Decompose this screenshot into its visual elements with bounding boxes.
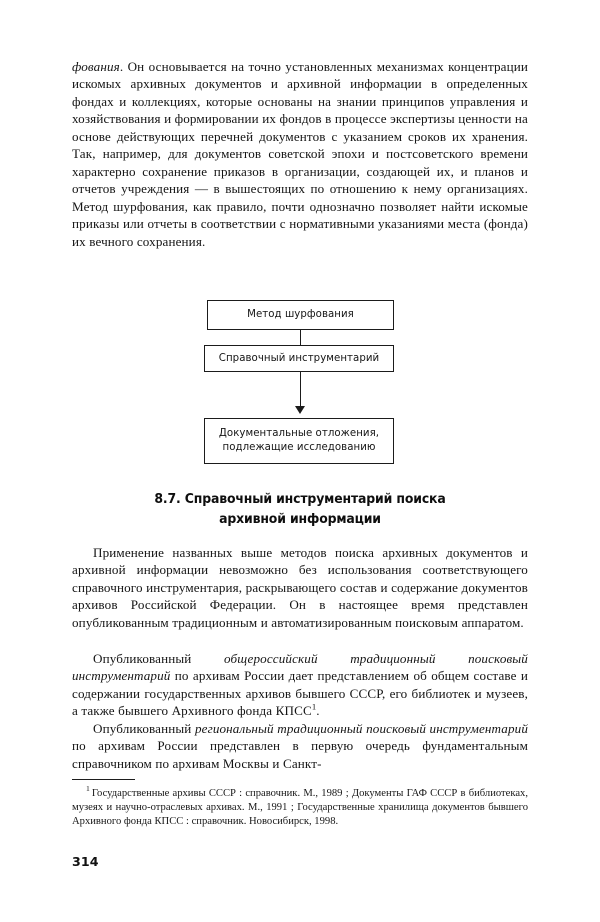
arrow-down-icon — [295, 406, 305, 414]
section-heading-line1: 8.7. Справочный инструментарий поиска — [154, 492, 446, 508]
flowchart-box-document-deposits — [204, 418, 394, 464]
footnote-entry — [72, 784, 528, 829]
flowchart-box-label: Справочный инструментарий — [218, 352, 380, 364]
paragraph-tail: . — [316, 703, 320, 719]
footnote-reference-marker[interactable]: 1 — [311, 702, 317, 712]
flowchart-box-reference-tools — [204, 345, 394, 372]
italic-term-regional: региональный традиционный поисковый инструментарий — [194, 721, 528, 736]
footnote-separator-rule — [72, 779, 135, 780]
page-number: 314 — [72, 854, 99, 869]
paragraph-after-italic: по архивам России представлен в первую очередь фундаментальным справочником по архивам Москвы и Санкт- — [72, 738, 528, 771]
paragraph-after-italic: по архивам России дает представлением об общем составе и содержании государственных архивов бывшего СССР, его библиотек и музеев, а также бывшего Архивного фонда КПСС — [72, 668, 528, 719]
footnote-number: 1 — [86, 784, 90, 794]
paragraph-application — [72, 544, 528, 631]
paragraph-text: Применение названных выше методов поиска архивных документов и архивной информации невозможно без использования соответствующего справочного инструментария, раскрывающего состав и содержание документов архивов Российской Федерации. Он в настоящее время представлен опубликованным традиционным и автоматизированным поисковым аппаратом. — [72, 545, 528, 630]
paragraph-regional-tools — [72, 720, 528, 772]
paragraph-before-italic: Опубликованный — [93, 651, 224, 666]
flowchart-connector-2 — [300, 372, 301, 410]
paragraph-allrussian-tools — [72, 650, 528, 720]
flowchart-box-label-line1: Документальные отложения, — [218, 428, 380, 440]
section-heading-line2: архивной информации — [219, 511, 381, 527]
lead-italic-word: фования — [72, 59, 120, 74]
paragraph-before-italic: Опубликованный — [93, 721, 195, 736]
italic-term-allrussian: общероссийский традиционный поисковый инструментарий — [72, 651, 528, 684]
flowchart-box-method — [207, 300, 394, 330]
paragraph-text — [72, 650, 528, 720]
flowchart-box-label-line2: подлежащие исследованию — [222, 442, 376, 453]
flowchart-connector-1 — [300, 330, 301, 346]
flowchart-diagram — [0, 296, 600, 472]
section-heading — [88, 490, 512, 529]
paragraph-text — [72, 720, 528, 772]
paragraph-text — [72, 58, 528, 250]
flowchart-box-label: Метод шурфования — [247, 309, 354, 321]
paragraph-intro — [72, 58, 528, 250]
footnote-text: Государственные архивы СССР : справочник. М., 1989 ; Документы ГАФ СССР в библиотеках, музеях и научно-отраслевых архивах. М., 1991 ; Государственные хранилища документов бывшего Архивного фонда КПСС : справочник. Новосибирск, 1998. — [72, 788, 528, 827]
paragraph-intro-text: . Он основывается на точно установленных механизмах концентрации искомых архивных документов и архивной информации в определенных фондах и коллекциях, которые основаны на знании принципов управления и хозяйствования и формировании их фондов в процессе экспертизы ценности на основе действующих перечней документов с указанием сроков их хранения. Так, например, для документов советской эпохи и постсоветского времени характерно сохранение приказов в организации, создающей их, и планов и отчетов учреждения — в вышестоящих по отношению к нему организациях. Метод шурфования, как правило, почти однозначно позволяет найти искомые приказы или отчеты в соответствии с нормативными указаниями места (фонда) их вечного сохранения. — [72, 59, 528, 249]
flowchart-box-label — [219, 427, 379, 454]
